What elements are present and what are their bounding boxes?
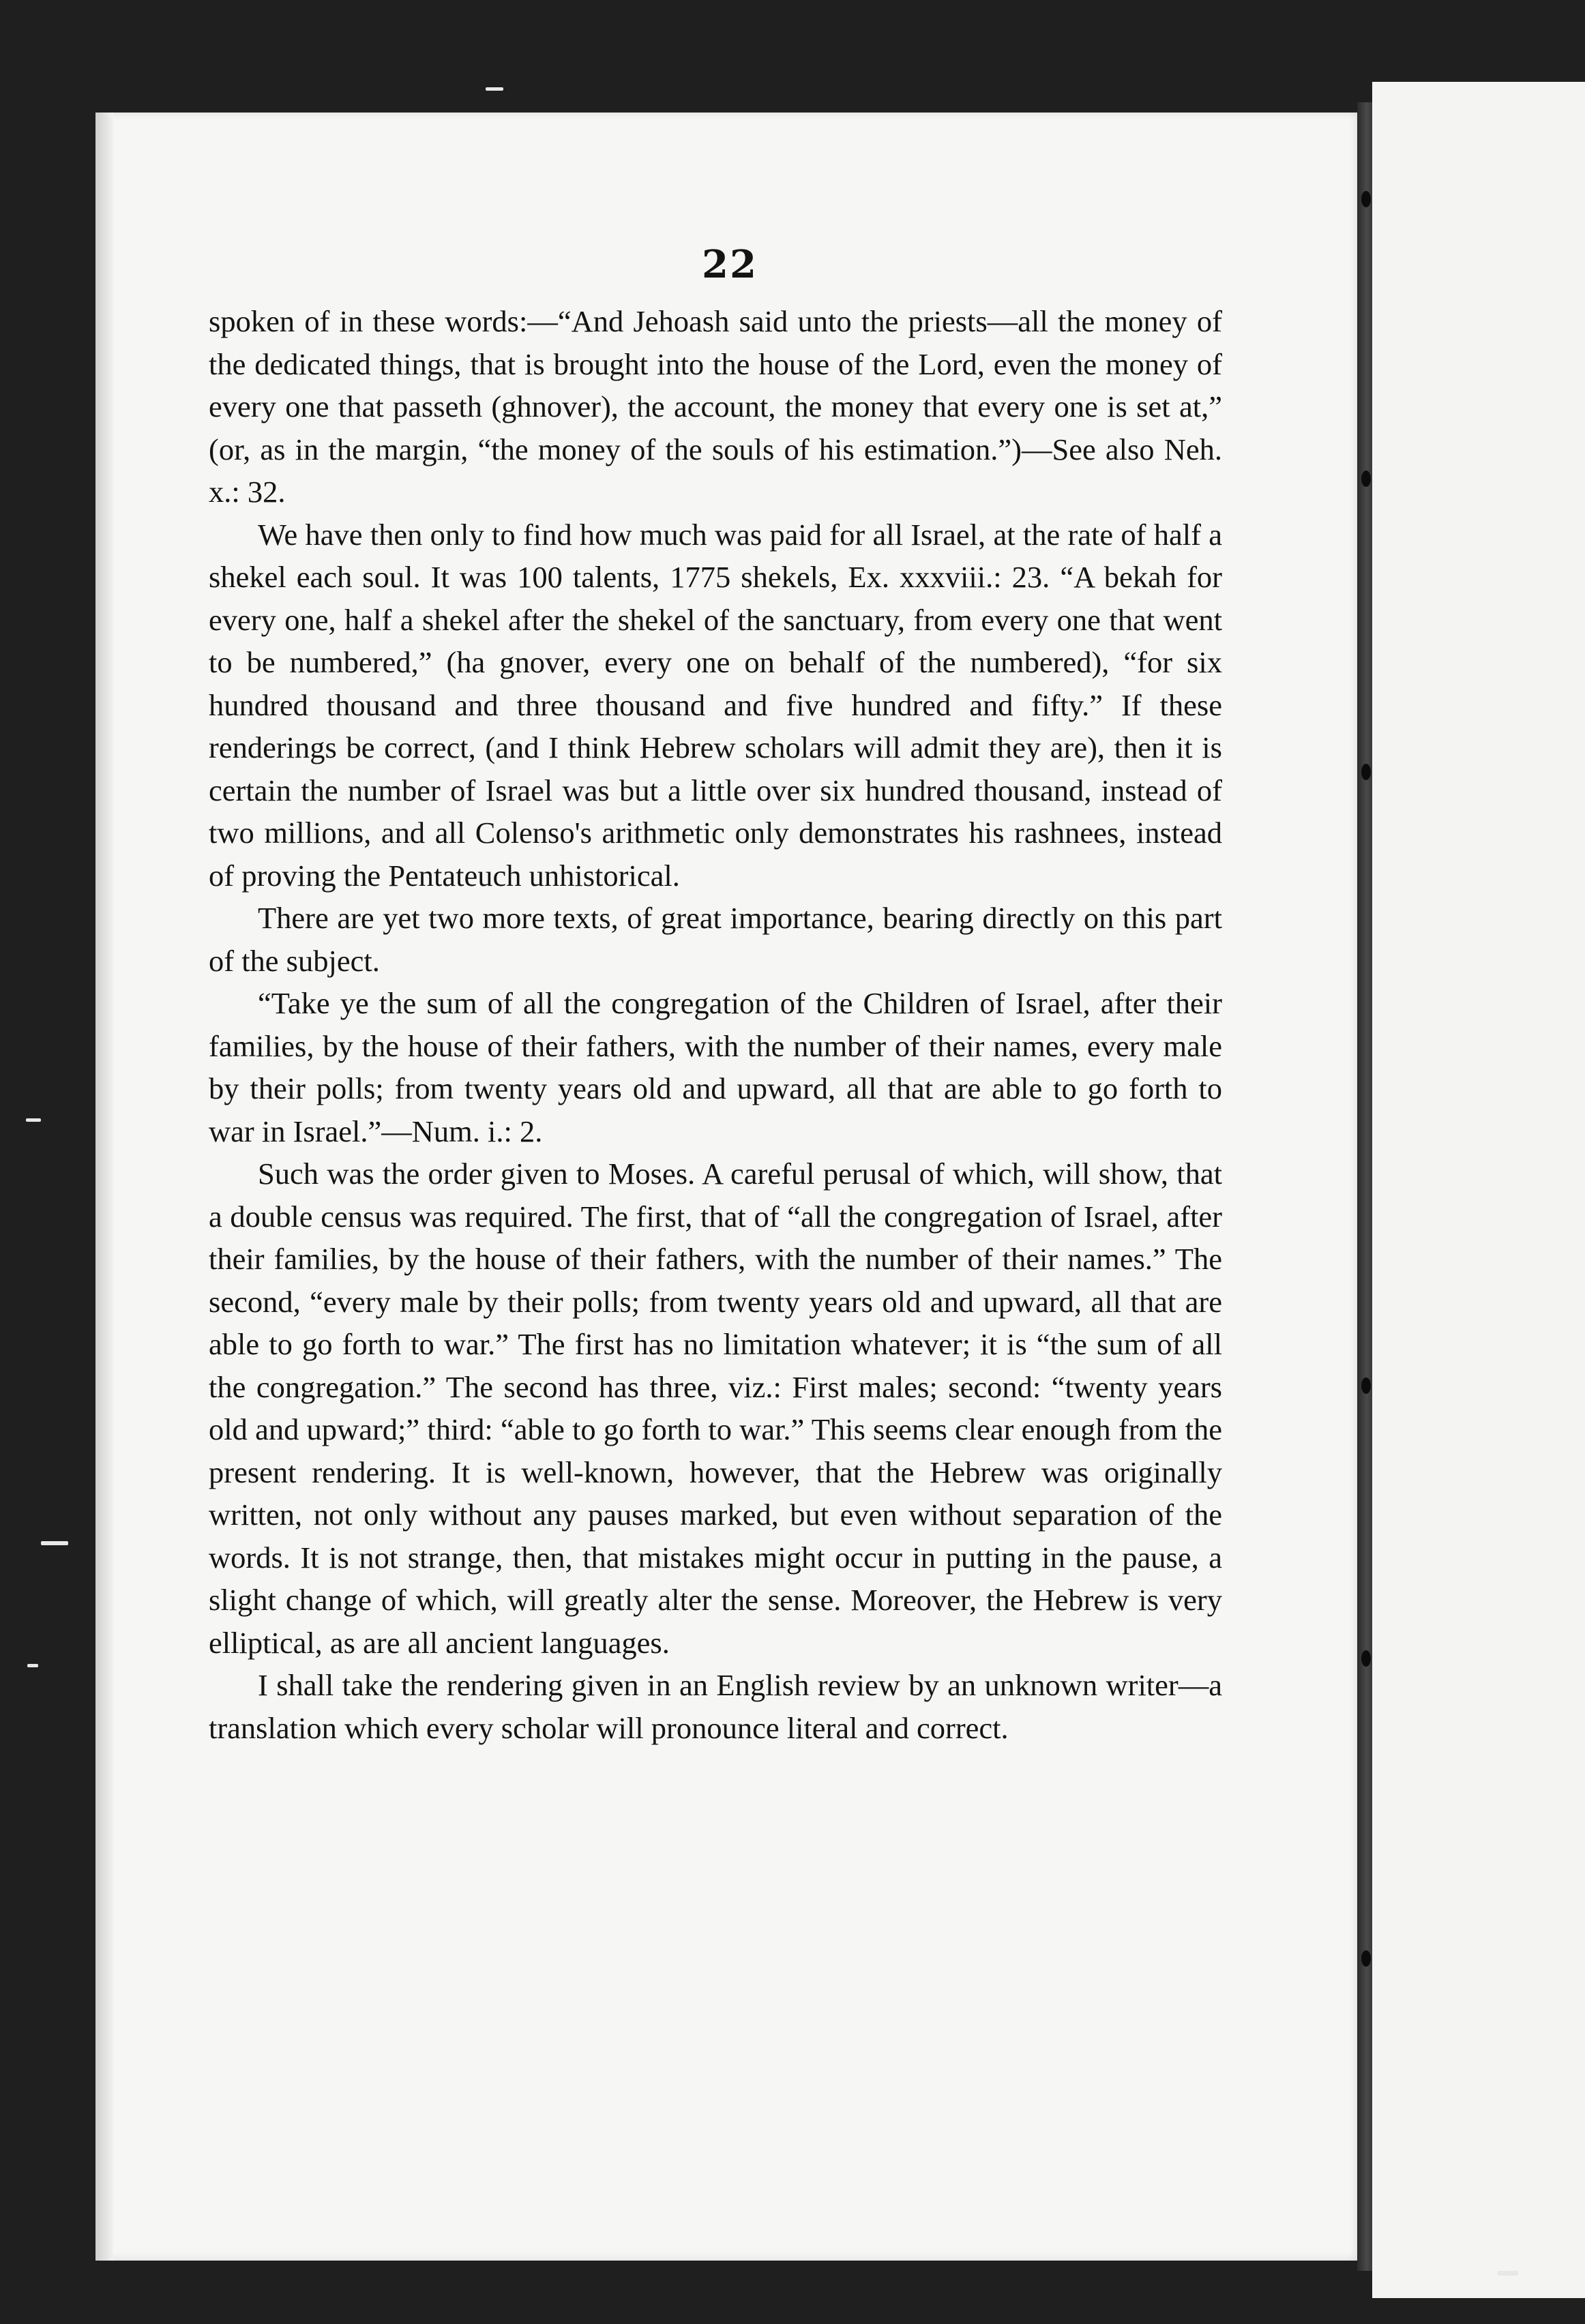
paragraph: We have then only to find how much was paid for all Israel, at the rate of half a shekel each soul. It was 100 talents, 1775 shekels, Ex. xxxviii.: 23. “A bekah for every one, half a shekel after the shekel of the sanctuary, from every one that went to be numbered,” (ha gnover, every one on behalf of the numbered), “for six hundred thousand and three thousand and five hundred and fifty.” If these renderings be correct, (and I think Hebrew scholars will admit they are), then it is certain the number of Israel was but a little over six hundred thousand, instead of two millions, and all Colenso's arithmetic only demonstrates his rashnees, instead of proving the Pentateuch unhistorical.: [209, 517, 1222, 893]
binding-mark-icon: [1361, 191, 1371, 207]
scan-speck: [1498, 2271, 1518, 2276]
paragraph: “Take ye the sum of all the congregation of the Children of Israel, after their families, by the house of their fathers, with the number of their names, every male by their polls; from twenty years old and upward, all that are able to go forth to war in Israel.”—Num. i.: 2.: [209, 986, 1222, 1148]
paragraph: I shall take the rendering given in an English review by an unknown writer—a translation which every scholar will pronounce literal and correct.: [209, 1668, 1222, 1745]
scan-speck: [26, 1118, 41, 1122]
paragraph: There are yet two more texts, of great importance, bearing directly on this part of the subject.: [209, 901, 1222, 978]
binding-mark-icon: [1361, 1950, 1371, 1967]
body-text: [209, 300, 1222, 1749]
scan-speck: [486, 87, 503, 91]
page-number: 22: [702, 242, 758, 287]
paragraph: Such was the order given to Moses. A careful perusal of which, will show, that a double census was required. The first, that of “all the congregation of Israel, after their families, by the house of their fathers, with the number of their names.” The second, “every male by their polls; from twenty years old and upward, all that are able to go forth to war.” The first has no limitation whatever; it is “the sum of all the congregation.” The second has three, viz.: First males; second: “twenty years old and upward;” third: “able to go forth to war.” This seems clear enough from the present rendering. It is well-known, however, that the Hebrew was originally written, not only without any pauses marked, but even without separation of the words. It is not strange, then, that mistakes might occur in putting in the pause, a slight change of which, will greatly alter the sense. Moreover, the Hebrew is very elliptical, as are all ancient languages.: [209, 1157, 1222, 1660]
binding-mark-icon: [1361, 764, 1371, 780]
scan-speck: [41, 1541, 68, 1545]
binding-mark-icon: [1361, 1377, 1371, 1394]
right-page-edge: [1372, 82, 1585, 2298]
binding-mark-icon: [1361, 471, 1371, 487]
binding-mark-icon: [1361, 1650, 1371, 1667]
scan-speck: [27, 1664, 38, 1667]
paragraph: spoken of in these words:—“And Jehoash said unto the priests—all the money of the dedicated things, that is brought into the house of the Lord, even the money of every one that passeth (ghnover), the account, the money that every one is set at,” (or, as in the margin, “the money of the souls of his estimation.”)—See also Neh. x.: 32.: [209, 304, 1222, 509]
